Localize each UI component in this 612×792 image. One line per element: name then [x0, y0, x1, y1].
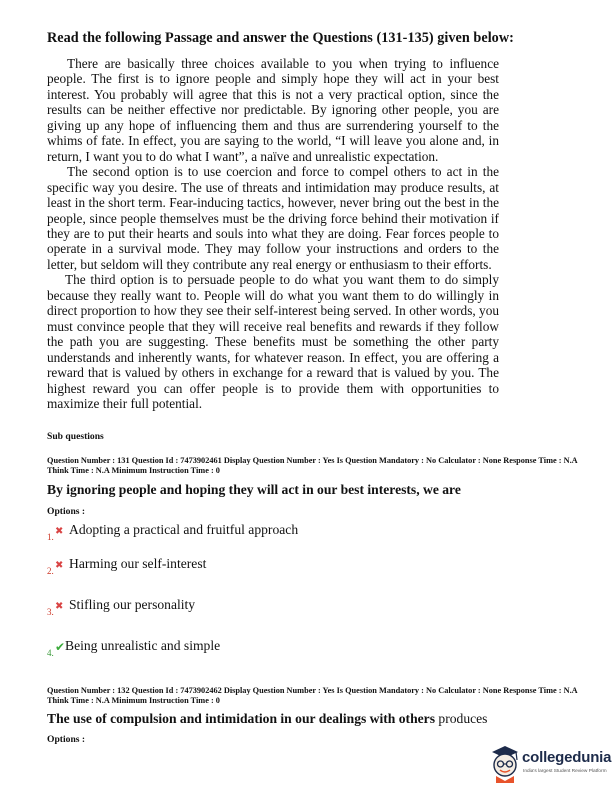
option-text: Adopting a practical and fruitful approach	[69, 522, 299, 537]
logo-tagline: India's largest Student Review Platform	[523, 769, 607, 774]
option-text: Harming our self-interest	[69, 556, 207, 571]
option-number: 3.	[47, 607, 54, 617]
passage-paragraph-1: There are basically three choices available to you when trying to influence people. The first is to ignore people and simply hope they will act in your best interest. You probably will agree that this is not a very practical option, since the results can be neither effective nor predictable. By ignoring other people, you are giving up any hope of influencing them and thus are surrendering yourself to the whims of fate. In effect, you are saying to the world, “I will leave you alone and, in return, I want you to do what I want”, a naïve and unrealistic expectation.	[47, 56, 499, 164]
question-text-bold: The use of compulsion and intimidation in our dealings with others	[47, 711, 435, 726]
passage	[47, 56, 499, 411]
option-text: Stifling our personality	[69, 597, 196, 612]
passage-paragraph-3: The third option is to persuade people to do what you want them to do simply because they really want to. People will do what you want them to do willingly in direct proportion to how they see their self-interest being served. In other words, you must convince people that they will receive real benefits and rewards if they follow the path you are suggesting. These benefits must be something the other party understands and inherently wants, for whatever reason. In effect, you are offering a reward that is valued by others in exchange for a reward that is valued by you. The highest reward you can offer people is to provide them with opportunities to maximize their full potential.	[47, 272, 499, 411]
collegedunia-logo	[488, 743, 612, 787]
option-text: Being unrealistic and simple	[65, 638, 221, 653]
option-number: 1.	[47, 532, 54, 542]
options-label-132: Options :	[47, 734, 86, 745]
option-number: 4.	[47, 648, 54, 658]
mascot-icon	[488, 743, 522, 783]
cross-icon: ✖	[55, 560, 64, 571]
option-number: 2.	[47, 566, 54, 576]
options-label-131: Options :	[47, 506, 86, 517]
question-text-131: By ignoring people and hoping they will act in our best interests, we are	[47, 482, 461, 497]
cross-icon: ✖	[55, 601, 64, 612]
logo-wordmark: collegedunia	[522, 749, 612, 766]
question-meta-131: Question Number : 131 Question Id : 7473902461 Display Question Number : Yes Is Question Mandatory : No Calculator : None Response Time : N.A Think Time : N.A Minimum Instruction Time : 0	[47, 456, 578, 476]
question-text-regular: produces	[435, 711, 488, 726]
cross-icon: ✖	[55, 526, 64, 537]
question-text-132	[47, 711, 487, 727]
passage-paragraph-2: The second option is to use coercion and force to compel others to act in the specific way you desire. The use of threats and intimidation may produce results, at least in the short term. Fear-inducing tactics, however, never bring out the best in the people, since people themselves must be the driving force behind their motivation if they are to put their hearts and souls into what they are doing. Fear forces people to operate in a survival mode. They may follow your instructions and orders to the letter, but seldom will they contribute any real energy or enthusiasm to their efforts.	[47, 164, 499, 272]
passage-heading: Read the following Passage and answer the Questions (131-135) given below:	[47, 30, 514, 46]
sub-questions-label: Sub questions	[47, 431, 104, 442]
check-icon: ✔	[55, 640, 66, 654]
question-meta-132: Question Number : 132 Question Id : 7473902462 Display Question Number : Yes Is Question Mandatory : No Calculator : None Response Time : N.A Think Time : N.A Minimum Instruction Time : 0	[47, 686, 578, 706]
